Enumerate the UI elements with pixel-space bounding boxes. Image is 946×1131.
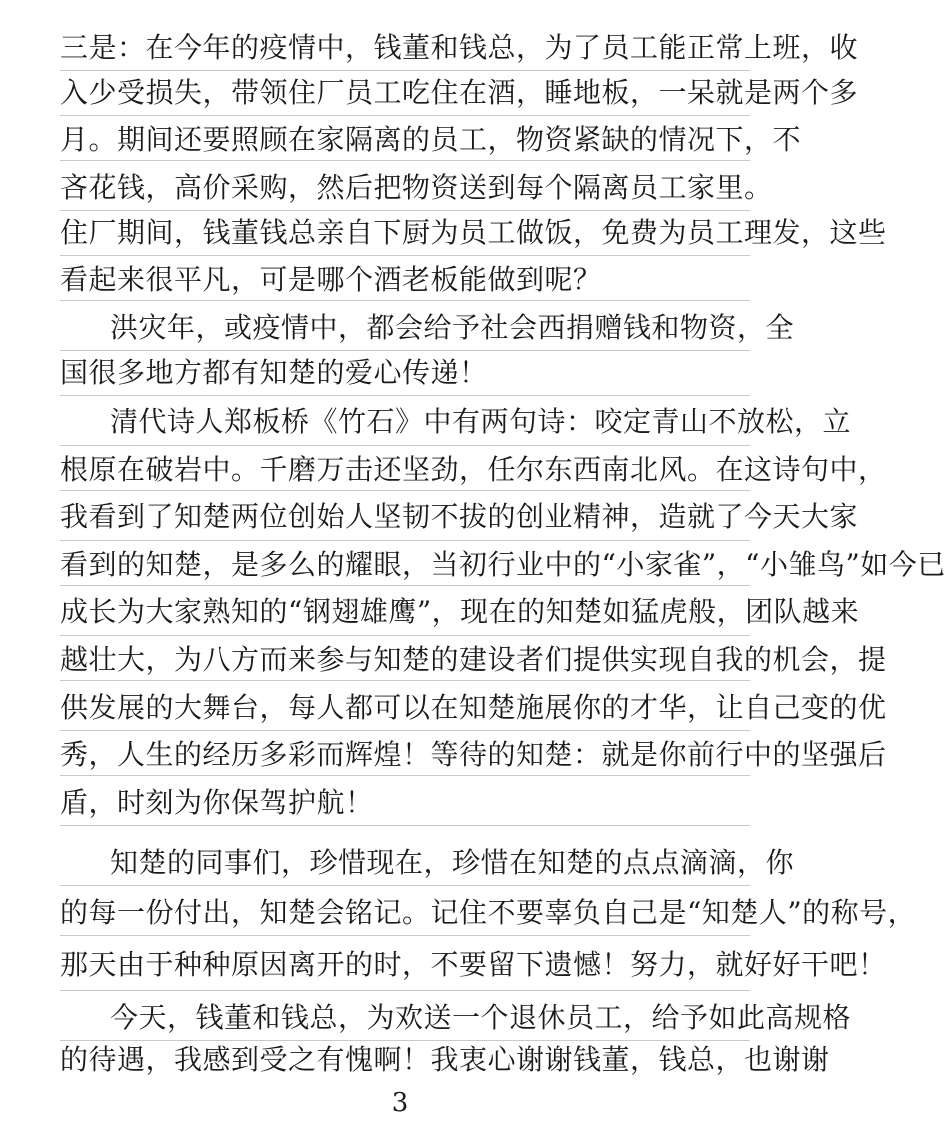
ruled-line: [60, 300, 750, 301]
ruled-line: [60, 730, 750, 731]
ruled-line: [60, 70, 750, 71]
ruled-line: [60, 210, 750, 211]
text-line: 成长为大家熟知的“钢翅雄鹰”，现在的知楚如猛虎般，团队越来: [60, 595, 860, 628]
text-line: 秀，人生的经历多彩而辉煌！等待的知楚：就是你前行中的坚强后: [60, 738, 887, 771]
text-line: 根原在破岩中。千磨万击还坚劲，任尔东西南北风。在这诗句中，: [60, 453, 887, 486]
ruled-line: [60, 115, 750, 116]
page-number: 3: [391, 1088, 409, 1118]
text-line: 供发展的大舞台，每人都可以在知楚施展你的才华，让自己变的优: [60, 691, 887, 724]
ruled-line: [60, 350, 750, 351]
text-line: 的待遇，我感到受之有愧啊！我衷心谢谢钱董，钱总，也谢谢: [60, 1043, 830, 1076]
text-line: 越壮大，为八方而来参与知楚的建设者们提供实现自我的机会，提: [60, 643, 887, 676]
ruled-line: [60, 775, 750, 776]
text-line: 那天由于种种原因离开的时，不要留下遗憾！努力，就好好干吧！: [60, 948, 887, 981]
text-line: 入少受损失，带领住厂员工吃住在酒，睡地板，一呆就是两个多: [60, 76, 859, 109]
ruled-line: [60, 990, 750, 991]
text-line: 看起来很平凡，可是哪个酒老板能做到呢？: [60, 263, 602, 296]
text-line: 三是：在今年的疫情中，钱董和钱总，为了员工能正常上班，收: [60, 31, 859, 64]
text-line: 知楚的同事们，珍惜现在，珍惜在知楚的点点滴滴，你: [110, 846, 795, 879]
ruled-line: [60, 680, 750, 681]
ruled-line: [60, 160, 750, 161]
text-line: 月。期间还要照顾在家隔离的员工，物资紧缺的情况下，不: [60, 123, 802, 156]
text-line: 住厂期间，钱董钱总亲自下厨为员工做饭，免费为员工理发，这些: [60, 216, 887, 249]
ruled-line: [60, 885, 750, 886]
text-line: 今天，钱董和钱总，为欢送一个退休员工，给予如此高规格: [110, 1001, 852, 1034]
text-line: 吝花钱，高价采购，然后把物资送到每个隔离员工家里。: [60, 171, 773, 204]
ruled-line: [60, 445, 750, 446]
text-line: 看到的知楚，是多么的耀眼，当初行业中的“小家雀”，“小雏鸟”如今已: [60, 548, 946, 581]
text-line: 清代诗人郑板桥《竹石》中有两句诗：咬定青山不放松，立: [110, 405, 852, 438]
text-line: 洪灾年，或疫情中，都会给予社会西捐赠钱和物资，全: [110, 311, 795, 344]
ruled-line: [60, 490, 750, 491]
text-line: 的每一份付出，知楚会铭记。记住不要辜负自己是“知楚人”的称号，: [60, 896, 917, 929]
text-line: 我看到了知楚两位创始人坚韧不拔的创业精神，造就了今天大家: [60, 500, 859, 533]
ruled-line: [60, 935, 750, 936]
ruled-line: [60, 255, 750, 256]
text-line: 盾，时刻为你保驾护航！: [60, 786, 374, 819]
text-line: 国很多地方都有知楚的爱心传递！: [60, 356, 488, 389]
ruled-line: [60, 825, 750, 826]
ruled-line: [60, 540, 750, 541]
ruled-line: [60, 635, 750, 636]
ruled-line: [60, 395, 750, 396]
ruled-line: [60, 585, 750, 586]
